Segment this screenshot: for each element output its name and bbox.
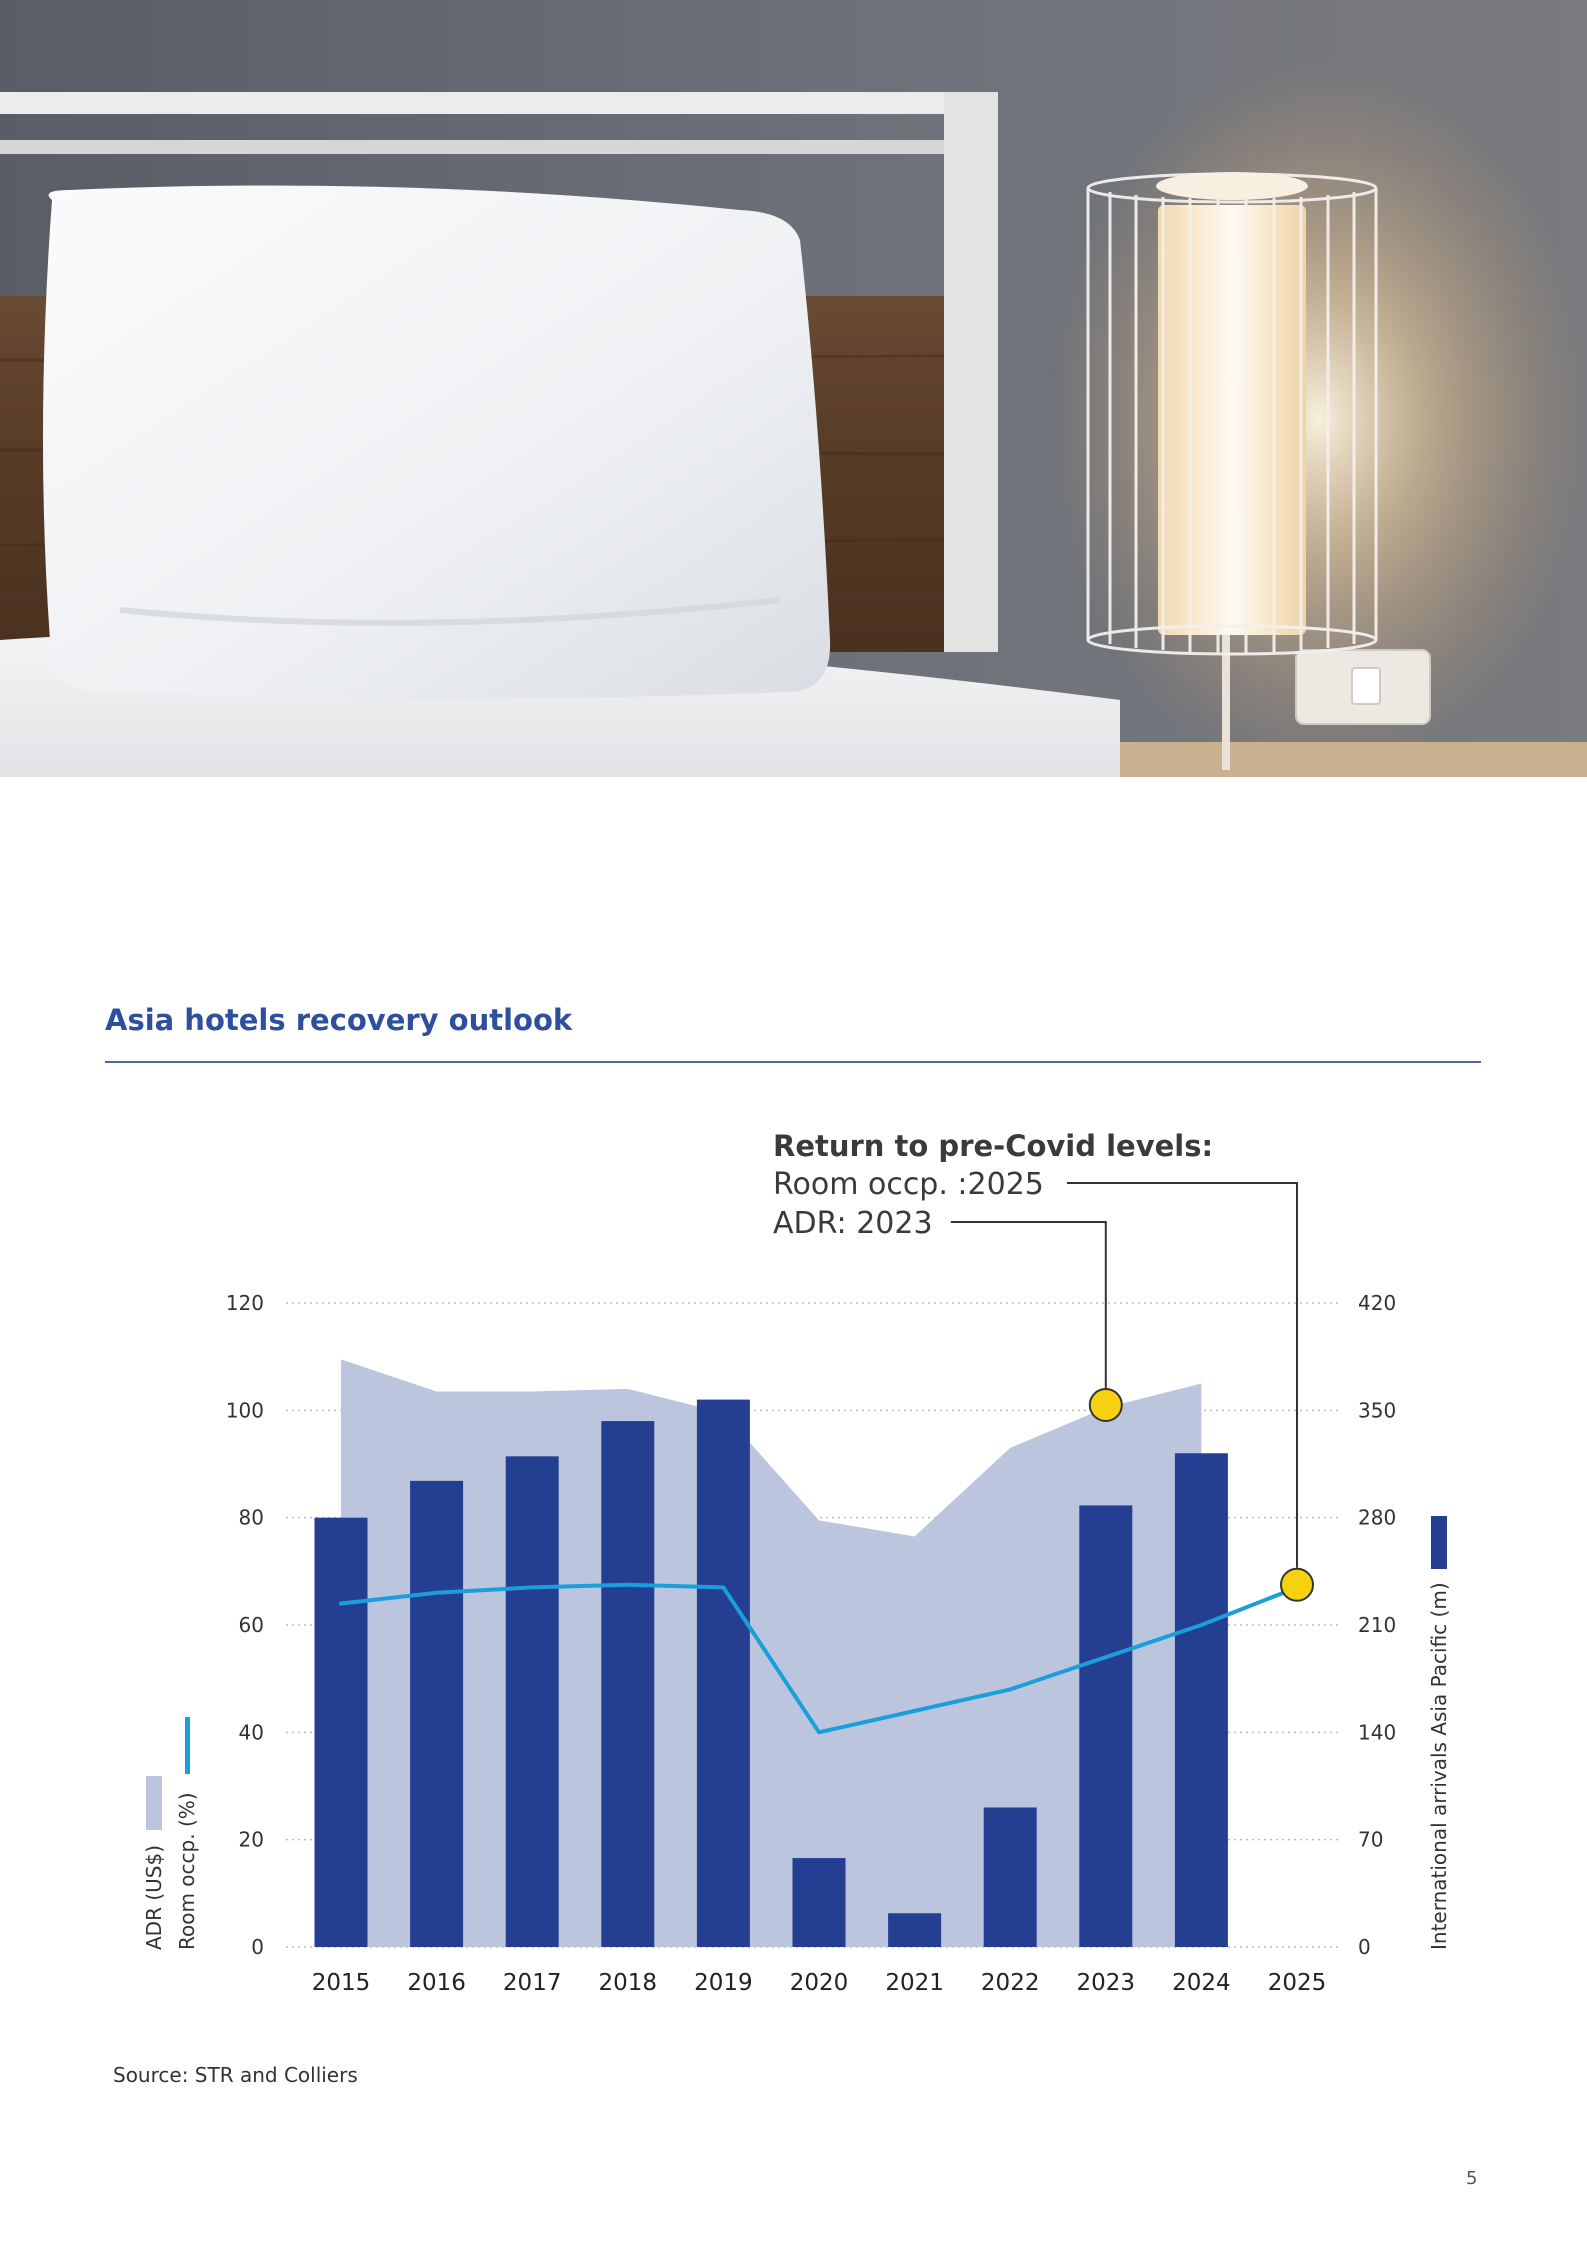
source-note: Source: STR and Colliers (113, 2063, 358, 2087)
right-tick-350: 350 (1358, 1398, 1397, 1423)
annotation-room-occupancy: Room occp. :2025 (773, 1167, 1044, 1202)
marker-room-occupancy-2025 (1281, 1569, 1313, 1601)
annotation-heading: Return to pre-Covid levels: (773, 1129, 1214, 1163)
title-divider (105, 1061, 1481, 1063)
annotation-adr: ADR: 2023 (773, 1206, 933, 1241)
x-tick-2016: 2016 (407, 1970, 466, 1996)
right-tick-280: 280 (1358, 1505, 1397, 1530)
arrivals-bar-2024 (1175, 1453, 1228, 1947)
right-tick-70: 70 (1358, 1827, 1384, 1852)
right-tick-140: 140 (1358, 1720, 1397, 1745)
hero-photo-hotel-bed-lamp (0, 0, 1587, 777)
left-tick-100: 100 (225, 1398, 264, 1423)
arrivals-bar-2015 (315, 1518, 368, 1947)
arrivals-bar-2023 (1079, 1505, 1132, 1947)
right-axis-ticks (1358, 1291, 1396, 1959)
left-axis-ticks (226, 1291, 264, 1959)
x-tick-2022: 2022 (980, 1970, 1040, 1996)
left-tick-80: 80 (238, 1505, 264, 1530)
left-axis-title-occupancy: Room occp. (%) (175, 1792, 199, 1950)
arrivals-bar-2019 (697, 1400, 750, 1947)
recovery-outlook-chart (0, 1090, 1587, 2040)
right-tick-210: 210 (1358, 1613, 1397, 1637)
x-tick-2015: 2015 (311, 1970, 371, 1996)
left-tick-40: 40 (238, 1720, 264, 1745)
x-tick-2018: 2018 (598, 1970, 658, 1996)
arrivals-bar-2022 (984, 1807, 1037, 1947)
callout-line-adr (951, 1222, 1106, 1388)
occupancy-legend-swatch (185, 1717, 190, 1774)
x-tick-2021: 2021 (885, 1970, 944, 1996)
right-tick-420: 420 (1358, 1291, 1397, 1315)
right-axis-title: International arrivals Asia Pacific (m) (1427, 1582, 1451, 1950)
adr-area-layer (341, 1359, 1201, 1947)
x-tick-2025: 2025 (1267, 1970, 1327, 1996)
chart-title: Asia hotels recovery outlook (105, 1003, 573, 1037)
x-tick-2017: 2017 (502, 1970, 562, 1996)
x-tick-2019: 2019 (694, 1970, 753, 1996)
left-tick-20: 20 (238, 1827, 264, 1852)
right-axis-legend (1427, 1516, 1451, 1950)
left-tick-60: 60 (238, 1613, 264, 1637)
arrivals-bar-2021 (888, 1913, 941, 1947)
page-number: 5 (1466, 2168, 1478, 2189)
right-tick-0: 0 (1358, 1935, 1371, 1959)
arrivals-legend-swatch (1431, 1516, 1447, 1569)
left-axis-title-adr: ADR (US$) (142, 1845, 166, 1950)
left-tick-0: 0 (251, 1935, 264, 1959)
adr-legend-swatch (146, 1776, 162, 1830)
x-axis-ticks (312, 1970, 1327, 1996)
x-tick-2023: 2023 (1076, 1970, 1136, 1996)
x-tick-2024: 2024 (1172, 1970, 1231, 1996)
left-tick-120: 120 (225, 1291, 264, 1315)
arrivals-bar-2020 (793, 1858, 846, 1947)
x-tick-2020: 2020 (789, 1970, 849, 1996)
marker-adr-2023 (1090, 1389, 1122, 1421)
arrivals-bar-2018 (601, 1421, 654, 1947)
arrivals-bar-2017 (506, 1456, 559, 1947)
left-axis-legend (142, 1717, 199, 1950)
adr-area (341, 1359, 1201, 1947)
arrivals-bar-2016 (410, 1481, 463, 1947)
